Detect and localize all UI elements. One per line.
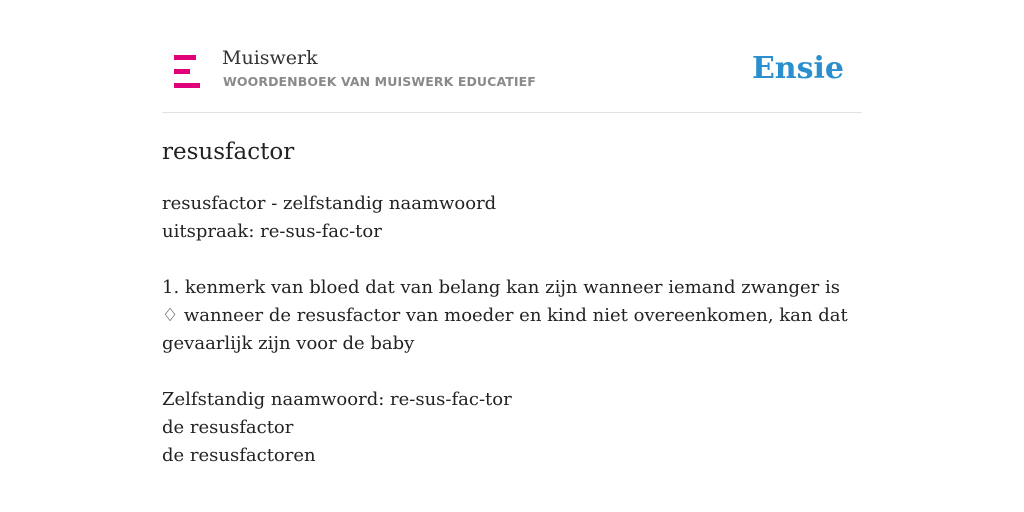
ensie-logo[interactable]: Ensie (751, 51, 844, 86)
logo-bar-bottom (174, 83, 200, 88)
page-title: resusfactor (162, 139, 295, 165)
logo-bar-middle (174, 69, 190, 74)
muiswerk-logo-icon[interactable] (174, 55, 200, 88)
entry-plural: de resusfactoren (162, 445, 316, 466)
entry-example: ♢ wanneer de resusfactor van moeder en kind niet overeenkomen, kan dat gevaarlijk zijn voor de baby (162, 305, 848, 354)
site-name[interactable]: Muiswerk (222, 47, 318, 69)
entry-definition: 1. kenmerk van bloed dat van belang kan zijn wanneer iemand zwanger is (162, 277, 840, 298)
site-subtitle: WOORDENBOEK VAN MUISWERK EDUCATIEF (223, 74, 536, 89)
entry-singular: de resusfactor (162, 417, 294, 438)
dictionary-entry (162, 190, 862, 470)
entry-pronunciation: uitspraak: re-sus-fac-tor (162, 221, 382, 242)
spacer (162, 246, 862, 274)
page (162, 0, 862, 470)
logo-bar-top (174, 55, 196, 60)
entry-headline: resusfactor - zelfstandig naamwoord (162, 193, 497, 214)
site-header (162, 0, 862, 113)
spacer (162, 358, 862, 386)
entry-grammar: Zelfstandig naamwoord: re-sus-fac-tor (162, 389, 512, 410)
